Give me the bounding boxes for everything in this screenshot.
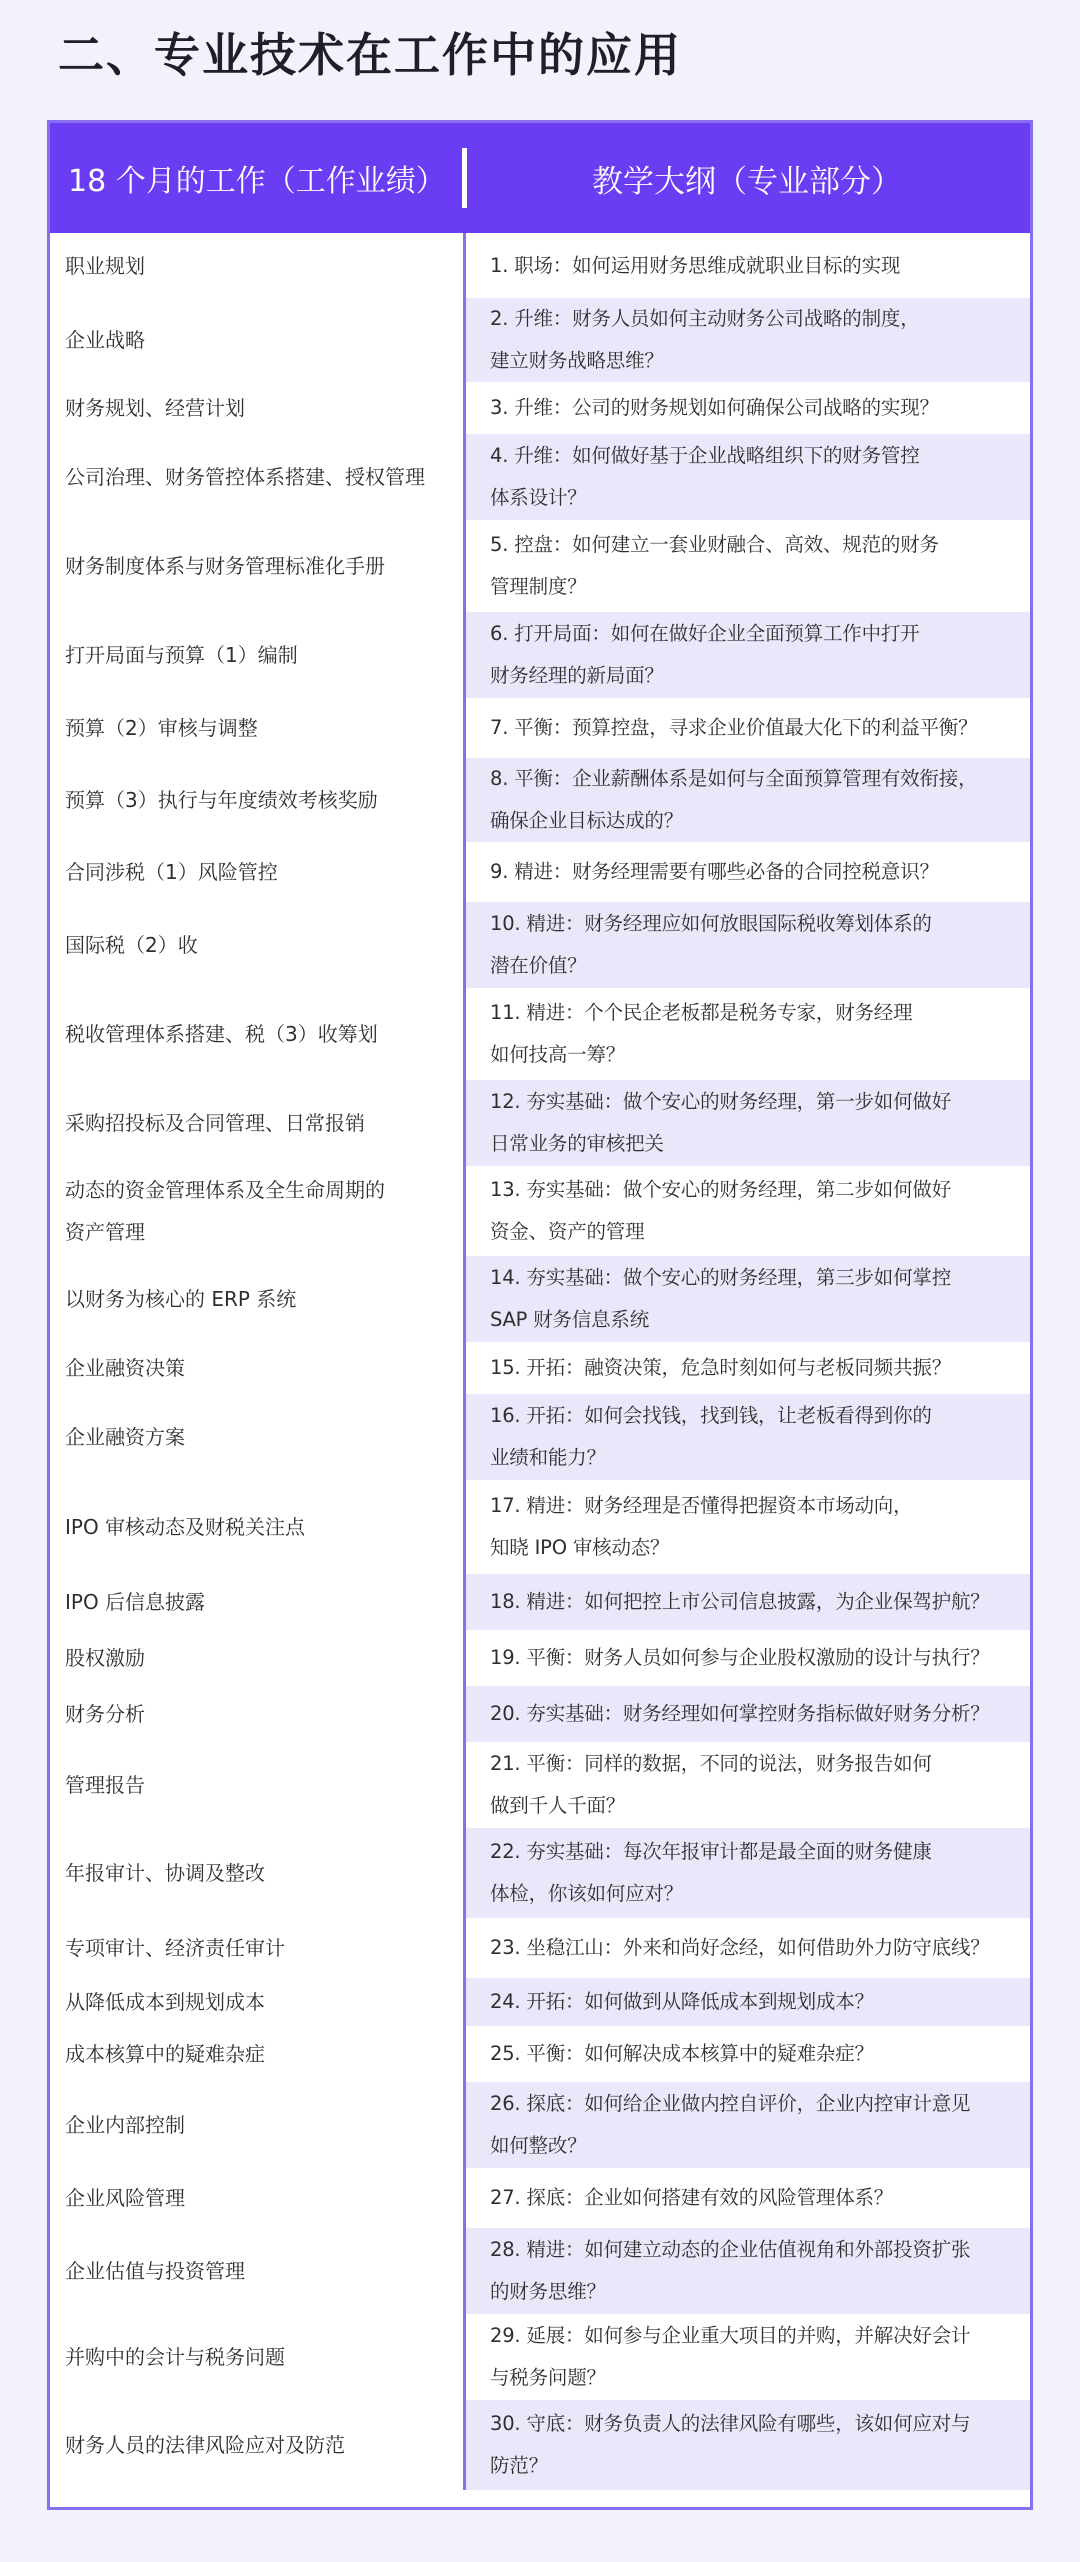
syllabus-item-text: 10. 精进：财务经理应如何放眼国际税收筹划体系的 潜在价值？ xyxy=(490,912,932,977)
syllabus-item-cell xyxy=(466,1630,1030,1686)
work-item-cell xyxy=(50,1480,466,1574)
syllabus-item-cell xyxy=(466,902,1030,988)
table-row xyxy=(50,1630,1030,1686)
table-row xyxy=(50,1574,1030,1630)
syllabus-item-text: 8. 平衡：企业薪酬体系是如何与全面预算管理有效衔接， 确保企业目标达成的？ xyxy=(490,767,978,832)
table-row xyxy=(50,1686,1030,1742)
work-item-cell xyxy=(50,758,466,842)
work-item-text: 财务人员的法律风险应对及防范 xyxy=(65,2433,345,2457)
syllabus-item-text: 25. 平衡：如何解决成本核算中的疑难杂症？ xyxy=(490,2042,874,2065)
syllabus-item-text: 19. 平衡：财务人员如何参与企业股权激励的设计与执行？ xyxy=(490,1646,990,1669)
work-item-cell xyxy=(50,233,466,298)
work-item-cell xyxy=(50,1256,466,1342)
syllabus-table xyxy=(47,120,1033,2510)
work-item-text: 打开局面与预算（1）编制 xyxy=(65,643,298,667)
work-item-text: 财务分析 xyxy=(65,1702,145,1726)
syllabus-item-cell xyxy=(466,1480,1030,1574)
syllabus-item-text: 11. 精进：个个民企老板都是税务专家，财务经理 如何技高一筹？ xyxy=(490,1001,913,1066)
syllabus-item-cell xyxy=(466,1342,1030,1394)
work-item-cell xyxy=(50,434,466,520)
work-item-cell xyxy=(50,612,466,698)
table-row xyxy=(50,1918,1030,1978)
work-item-cell xyxy=(50,1080,466,1166)
syllabus-item-cell xyxy=(466,2400,1030,2490)
syllabus-item-cell xyxy=(466,698,1030,758)
work-item-text: 预算（2）审核与调整 xyxy=(65,716,258,740)
table-row xyxy=(50,842,1030,902)
table-row xyxy=(50,298,1030,382)
syllabus-item-text: 29. 延展：如何参与企业重大项目的并购，并解决好会计 与税务问题？ xyxy=(490,2324,971,2389)
work-item-cell xyxy=(50,2228,466,2314)
work-item-text: 国际税（2）收 xyxy=(65,933,198,957)
syllabus-item-cell xyxy=(466,2168,1030,2228)
table-row xyxy=(50,2082,1030,2168)
syllabus-item-text: 1. 职场：如何运用财务思维成就职业目标的实现 xyxy=(490,253,901,277)
table-row xyxy=(50,2400,1030,2490)
syllabus-item-text: 21. 平衡：同样的数据，不同的说法，财务报告如何 做到千人千面？ xyxy=(490,1752,932,1817)
work-item-text: 年报审计、协调及整改 xyxy=(65,1861,265,1885)
work-item-cell xyxy=(50,1828,466,1918)
table-row xyxy=(50,1480,1030,1574)
work-item-cell xyxy=(50,2026,466,2082)
table-row xyxy=(50,434,1030,520)
syllabus-item-text: 23. 坐稳江山：外来和尚好念经，如何借助外力防守底线？ xyxy=(490,1936,990,1959)
work-item-cell xyxy=(50,842,466,902)
work-item-text: 成本核算中的疑难杂症 xyxy=(65,2042,265,2066)
work-item-text: 财务规划、经营计划 xyxy=(65,396,245,420)
work-item-cell xyxy=(50,1742,466,1828)
work-item-text: 企业战略 xyxy=(65,328,145,352)
syllabus-item-cell xyxy=(466,988,1030,1080)
work-item-cell xyxy=(50,1342,466,1394)
syllabus-item-cell xyxy=(466,758,1030,842)
syllabus-item-cell xyxy=(466,1742,1030,1828)
syllabus-item-text: 13. 夯实基础：做个安心的财务经理，第二步如何做好 资金、资产的管理 xyxy=(490,1178,952,1243)
syllabus-item-text: 6. 打开局面：如何在做好企业全面预算工作中打开 财务经理的新局面？ xyxy=(490,622,920,687)
work-item-cell xyxy=(50,1394,466,1480)
syllabus-item-cell xyxy=(466,2082,1030,2168)
table-row xyxy=(50,1978,1030,2026)
syllabus-item-cell xyxy=(466,1686,1030,1742)
table-body xyxy=(50,233,1030,2490)
table-header xyxy=(50,123,1030,233)
work-item-cell xyxy=(50,902,466,988)
work-item-cell xyxy=(50,298,466,382)
syllabus-item-cell xyxy=(466,1080,1030,1166)
work-item-text: 专项审计、经济责任审计 xyxy=(65,1936,285,1960)
column-divider xyxy=(463,233,466,2490)
syllabus-item-cell xyxy=(466,434,1030,520)
work-item-text: 企业风险管理 xyxy=(65,2186,185,2210)
work-item-text: 预算（3）执行与年度绩效考核奖励 xyxy=(65,788,378,812)
syllabus-item-cell xyxy=(466,1918,1030,1978)
syllabus-item-text: 12. 夯实基础：做个安心的财务经理，第一步如何做好 日常业务的审核把关 xyxy=(490,1090,952,1155)
syllabus-item-text: 28. 精进：如何建立动态的企业估值视角和外部投资扩张 的财务思维？ xyxy=(490,2238,971,2303)
work-item-text: 企业融资方案 xyxy=(65,1425,185,1449)
work-item-text: 动态的资金管理体系及全生命周期的 资产管理 xyxy=(65,1178,385,1244)
work-item-text: 合同涉税（1）风险管控 xyxy=(65,860,278,884)
table-row xyxy=(50,2314,1030,2400)
table-row xyxy=(50,698,1030,758)
work-item-cell xyxy=(50,1630,466,1686)
work-item-cell xyxy=(50,520,466,612)
work-item-text: 公司治理、财务管控体系搭建、授权管理 xyxy=(65,465,425,489)
syllabus-item-text: 30. 守底：财务负责人的法律风险有哪些，该如何应对与 防范？ xyxy=(490,2412,971,2477)
syllabus-item-cell xyxy=(466,1978,1030,2026)
table-row xyxy=(50,1342,1030,1394)
page-title: 二、专业技术在工作中的应用 xyxy=(58,28,682,82)
syllabus-item-text: 3. 升维：公司的财务规划如何确保公司战略的实现？ xyxy=(490,396,939,419)
syllabus-item-cell xyxy=(466,2314,1030,2400)
table-row xyxy=(50,1394,1030,1480)
syllabus-item-cell xyxy=(466,298,1030,382)
table-row xyxy=(50,2228,1030,2314)
syllabus-item-cell xyxy=(466,1166,1030,1256)
syllabus-item-text: 7. 平衡：预算控盘，寻求企业价值最大化下的利益平衡？ xyxy=(490,716,978,739)
work-item-text: 并购中的会计与税务问题 xyxy=(65,2345,285,2369)
work-item-text: IPO 后信息披露 xyxy=(65,1590,206,1614)
work-item-cell xyxy=(50,1978,466,2026)
table-row xyxy=(50,1256,1030,1342)
syllabus-item-cell xyxy=(466,1394,1030,1480)
work-item-cell xyxy=(50,1686,466,1742)
work-item-text: 企业估值与投资管理 xyxy=(65,2259,245,2283)
syllabus-item-text: 27. 探底：企业如何搭建有效的风险管理体系？ xyxy=(490,2186,894,2209)
table-row xyxy=(50,988,1030,1080)
table-row xyxy=(50,233,1030,298)
syllabus-item-text: 26. 探底：如何给企业做内控自评价，企业内控审计意见 如何整改？ xyxy=(490,2092,971,2157)
syllabus-item-cell xyxy=(466,1828,1030,1918)
table-row xyxy=(50,902,1030,988)
work-item-text: 管理报告 xyxy=(65,1773,145,1797)
work-item-cell xyxy=(50,2400,466,2490)
header-syllabus: 教学大纲（专业部分） xyxy=(592,163,902,200)
work-item-cell xyxy=(50,1574,466,1630)
table-row xyxy=(50,2026,1030,2082)
table-row xyxy=(50,382,1030,434)
syllabus-item-text: 24. 开拓：如何做到从降低成本到规划成本？ xyxy=(490,1990,874,2013)
work-item-text: 从降低成本到规划成本 xyxy=(65,1990,265,2014)
header-work-results: 18 个月的工作（工作业绩） xyxy=(68,164,446,199)
syllabus-item-text: 2. 升维：财务人员如何主动财务公司战略的制度， 建立财务战略思维？ xyxy=(490,307,920,372)
syllabus-item-text: 4. 升维：如何做好基于企业战略组织下的财务管控 体系设计？ xyxy=(490,444,920,509)
syllabus-item-text: 14. 夯实基础：做个安心的财务经理，第三步如何掌控 SAP 财务信息系统 xyxy=(490,1266,952,1331)
work-item-cell xyxy=(50,2314,466,2400)
work-item-text: 采购招投标及合同管理、日常报销 xyxy=(65,1111,365,1135)
table-row xyxy=(50,2168,1030,2228)
work-item-cell xyxy=(50,1166,466,1256)
table-row xyxy=(50,1166,1030,1256)
syllabus-item-text: 5. 控盘：如何建立一套业财融合、高效、规范的财务 管理制度？ xyxy=(490,533,939,598)
header-divider xyxy=(462,148,467,208)
syllabus-item-text: 9. 精进：财务经理需要有哪些必备的合同控税意识？ xyxy=(490,860,939,883)
table-row xyxy=(50,1742,1030,1828)
syllabus-item-cell xyxy=(466,2228,1030,2314)
syllabus-item-text: 22. 夯实基础：每次年报审计都是最全面的财务健康 体检，你该如何应对？ xyxy=(490,1840,932,1905)
syllabus-item-cell xyxy=(466,1256,1030,1342)
work-item-text: IPO 审核动态及财税关注点 xyxy=(65,1515,306,1539)
work-item-text: 以财务为核心的 ERP 系统 xyxy=(65,1287,297,1311)
table-row xyxy=(50,758,1030,842)
work-item-text: 税收管理体系搭建、税（3）收筹划 xyxy=(65,1022,378,1046)
table-row xyxy=(50,612,1030,698)
syllabus-item-cell xyxy=(466,1574,1030,1630)
syllabus-item-text: 20. 夯实基础：财务经理如何掌控财务指标做好财务分析？ xyxy=(490,1702,990,1725)
syllabus-item-cell xyxy=(466,2026,1030,2082)
table-row xyxy=(50,1080,1030,1166)
work-item-text: 企业融资决策 xyxy=(65,1356,185,1380)
syllabus-item-text: 18. 精进：如何把控上市公司信息披露，为企业保驾护航？ xyxy=(490,1590,990,1613)
work-item-cell xyxy=(50,988,466,1080)
work-item-cell xyxy=(50,382,466,434)
work-item-cell xyxy=(50,2168,466,2228)
syllabus-item-cell xyxy=(466,520,1030,612)
work-item-text: 企业内部控制 xyxy=(65,2113,185,2137)
work-item-cell xyxy=(50,698,466,758)
syllabus-item-text: 16. 开拓：如何会找钱，找到钱，让老板看得到你的 业绩和能力？ xyxy=(490,1404,932,1469)
syllabus-item-text: 17. 精进：财务经理是否懂得把握资本市场动向， 知晓 IPO 审核动态？ xyxy=(490,1494,913,1559)
syllabus-item-cell xyxy=(466,612,1030,698)
syllabus-item-cell xyxy=(466,842,1030,902)
work-item-cell xyxy=(50,1918,466,1978)
work-item-text: 股权激励 xyxy=(65,1646,145,1670)
table-row xyxy=(50,1828,1030,1918)
syllabus-item-text: 15. 开拓：融资决策，危急时刻如何与老板同频共振？ xyxy=(490,1356,952,1379)
work-item-text: 职业规划 xyxy=(65,253,145,278)
syllabus-item-cell xyxy=(466,382,1030,434)
syllabus-item-cell xyxy=(466,233,1030,298)
work-item-text: 财务制度体系与财务管理标准化手册 xyxy=(65,554,385,578)
work-item-cell xyxy=(50,2082,466,2168)
table-row xyxy=(50,520,1030,612)
